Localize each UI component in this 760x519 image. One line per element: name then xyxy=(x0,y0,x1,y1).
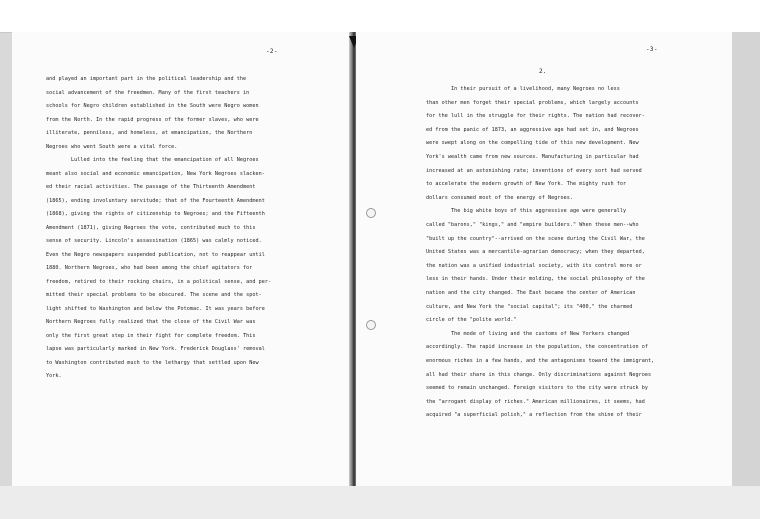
scan-right-margin xyxy=(732,32,760,488)
text-line: nation and the city changed. The East became the center of American xyxy=(426,290,636,296)
text-line: less in their hands. Under their molding, the social philosophy of the xyxy=(426,276,645,283)
text-line: culture, and New York the "social capital"; its "400," the charmed xyxy=(426,303,633,310)
left-page-number: -2- xyxy=(266,48,278,55)
text-line: than other men forget their special problems, which largely accounts xyxy=(426,99,639,106)
text-line: schools for Negro children established in the South were Negro women xyxy=(46,103,259,109)
section-number: 2. xyxy=(539,68,547,75)
text-line: lapse was particularly marked in New York. Frederick Douglass' removal xyxy=(46,346,265,352)
punch-hole xyxy=(366,320,376,330)
text-line: the nation was a unified industrial society, with its control more or xyxy=(426,262,642,269)
text-line: from the North. In the rapid progress of the former slaves, who were xyxy=(46,116,259,123)
text-line: enormous riches in a few hands, and the antagonisms toward the immigrant, xyxy=(426,358,655,364)
right-page xyxy=(356,32,732,488)
text-line: dollars consumed most of the energy of Negroes. xyxy=(426,194,573,201)
text-line: The mode of living and the customs of New Yorkers changed xyxy=(426,330,630,337)
text-line: sense of security. Lincoln's assassination (1865) was calmly noticed. xyxy=(46,238,262,244)
text-line: light shifted to Washington and below the Potomac. It was years before xyxy=(46,305,265,312)
text-line: only the first great step in their fight for complete freedom. This xyxy=(46,332,256,339)
text-line: to Washington contributed much to the lethargy that settled upon New xyxy=(46,359,259,366)
text-line: freedom, retired to their rocking chairs, in a political sense, and per- xyxy=(46,278,272,285)
scan-bottom-margin xyxy=(0,486,760,519)
text-line: social advancement of the freedmen. Many of the first teachers in xyxy=(46,89,250,96)
scan-top-margin xyxy=(0,0,760,33)
text-line: Amendment (1871), giving Negroes the vote, contributed much to this xyxy=(46,224,256,231)
punch-hole xyxy=(366,208,376,218)
text-line: accordingly. The rapid increase in the population, the concentration of xyxy=(426,344,648,351)
text-line: ed their racial activities. The passage of the Thirteenth Amendment xyxy=(46,184,256,190)
text-line: illiterate, penniless, and homeless, at emancipation, the Northern xyxy=(46,130,253,136)
text-line: seemed to remain unchanged. Foreign visitors to the city were struck by xyxy=(426,385,648,392)
right-page-number: -3- xyxy=(646,46,658,53)
left-page xyxy=(12,32,352,488)
text-line: "built up the country"--arrived on the scene during the Civil War, the xyxy=(426,235,645,242)
text-line: acquired "a superficial polish," a reflection from the shine of their xyxy=(426,412,642,419)
text-line: Lulled into the feeling that the emancipation of all Negroes xyxy=(46,157,259,163)
text-line: Negroes who went South were a vital force. xyxy=(46,143,178,150)
text-line: increased at an astonishing rate; inventions of every sort had served xyxy=(426,167,642,174)
text-line: meant also social and economic emancipation, New York Negroes slacken- xyxy=(46,170,265,177)
text-line: for the lull in the struggle for their rights. The nation had recover- xyxy=(426,113,645,120)
text-line: called "barons," "kings," and "empire builders." When these men--who xyxy=(426,222,639,228)
text-line: York's wealth came from new sources. Manufacturing in particular had xyxy=(426,154,639,160)
text-line: all had their share in this change. Only discriminations against Negroes xyxy=(426,371,652,378)
text-line: In their pursuit of a livelihood, many Negroes no less xyxy=(426,86,620,92)
text-line: Northern Negroes fully realized that the close of the Civil War was xyxy=(46,319,256,325)
text-line: were swept along on the compelling tide of this new development. New xyxy=(426,140,639,147)
text-line: and played an important part in the political leadership and the xyxy=(46,76,247,82)
text-line: to accelerate the modern growth of New York. The mighty rush for xyxy=(426,181,627,188)
text-line: 1880. Northern Negroes, who had been among the chief agitators for xyxy=(46,265,253,271)
text-line: United States was a mercantile-agrarian democracy; when they departed, xyxy=(426,249,645,256)
text-line: the "arrogant display of riches." American millionaires, it seems, had xyxy=(426,398,645,405)
text-line: ed from the panic of 1873, an aggressive age had set in, and Negroes xyxy=(426,126,639,133)
text-line: Even the Negro newspapers suspended publication, not to reappear until xyxy=(46,251,265,258)
text-line: York. xyxy=(46,373,62,379)
text-line: (1865), ending involuntary servitude; that of the Fourteenth Amendment xyxy=(46,197,265,204)
text-line: The big white boys of this aggressive age were generally xyxy=(426,208,627,215)
text-line: mitted their special problems to be obscured. The scene and the spot- xyxy=(46,292,262,298)
text-line: (1868), giving the rights of citizenship to Negroes; and the Fifteenth xyxy=(46,211,265,217)
text-line: circle of the "polite world." xyxy=(426,317,517,324)
